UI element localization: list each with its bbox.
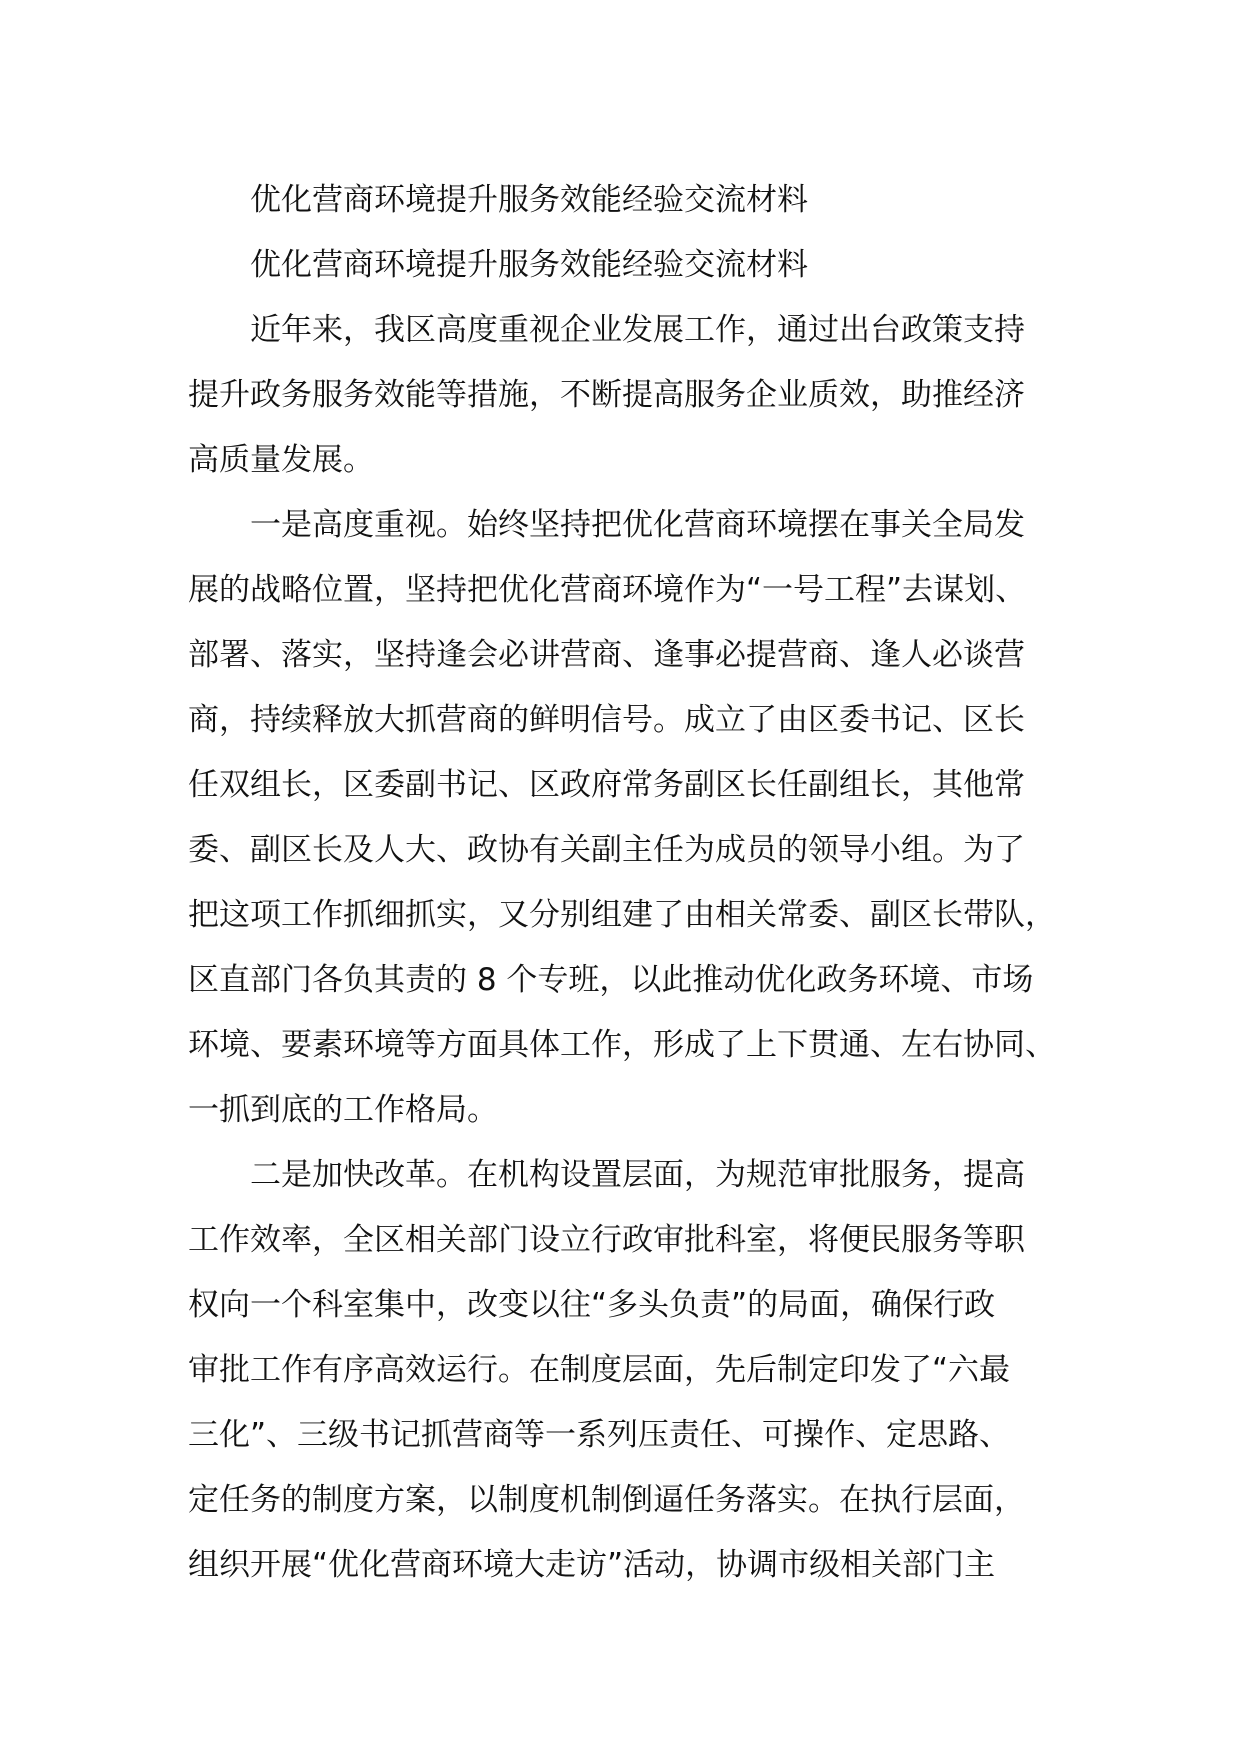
paragraph-line: 商，持续释放大抓营商的鲜明信号。成立了由区委书记、区长 <box>188 702 1025 738</box>
paragraph-reform <box>188 1143 1076 1598</box>
document-title: 优化营商环境提升服务效能经验交流材料 <box>250 182 808 218</box>
paragraph-line: 审批工作有序高效运行。在制度层面，先后制定印发了“六最 <box>188 1352 1011 1388</box>
paragraph-line: 近年来，我区高度重视企业发展工作，通过出台政策支持 <box>250 312 1025 348</box>
paragraph-line: 一是高度重视。始终坚持把优化营商环境摆在事关全局发 <box>250 507 1025 543</box>
paragraph-line: 二是加快改革。在机构设置层面，为规范审批服务，提高 <box>250 1157 1025 1193</box>
paragraph-line: 部署、落实，坚持逢会必讲营商、逢事必提营商、逢人必谈营 <box>188 637 1025 673</box>
paragraph-high-attention <box>188 493 1076 1143</box>
paragraph-line: 工作效率，全区相关部门设立行政审批科室，将便民服务等职 <box>188 1222 1025 1258</box>
paragraph-line: 区直部门各负其责的 8 个专班，以此推动优化政务环境、市场 <box>188 962 1034 998</box>
paragraph-line: 环境、要素环境等方面具体工作，形成了上下贯通、左右协同、 <box>188 1027 1056 1063</box>
paragraph-intro <box>188 298 1076 493</box>
paragraph-line: 定任务的制度方案，以制度机制倒逼任务落实。在执行层面， <box>188 1482 1025 1518</box>
document-body <box>188 168 1076 1598</box>
paragraph-line: 高质量发展。 <box>188 442 374 478</box>
paragraph-line: 一抓到底的工作格局。 <box>188 1092 498 1128</box>
paragraph-line: 三化”、三级书记抓营商等一系列压责任、可操作、定思路、 <box>188 1417 1011 1453</box>
document-title-repeat: 优化营商环境提升服务效能经验交流材料 <box>250 247 808 283</box>
paragraph-line: 委、副区长及人大、政协有关副主任为成员的领导小组。为了 <box>188 832 1025 868</box>
paragraph-line: 任双组长，区委副书记、区政府常务副区长任副组长，其他常 <box>188 767 1025 803</box>
paragraph-line: 组织开展“优化营商环境大走访”活动，协调市级相关部门主 <box>188 1547 996 1583</box>
paragraph-line: 提升政务服务效能等措施，不断提高服务企业质效，助推经济 <box>188 377 1025 413</box>
paragraph-line: 把这项工作抓细抓实，又分别组建了由相关常委、副区长带队， <box>188 897 1056 933</box>
paragraph-line: 权向一个科室集中，改变以往“多头负责”的局面，确保行政 <box>188 1287 996 1323</box>
paragraph-line: 展的战略位置，坚持把优化营商环境作为“一号工程”去谋划、 <box>188 572 1027 608</box>
